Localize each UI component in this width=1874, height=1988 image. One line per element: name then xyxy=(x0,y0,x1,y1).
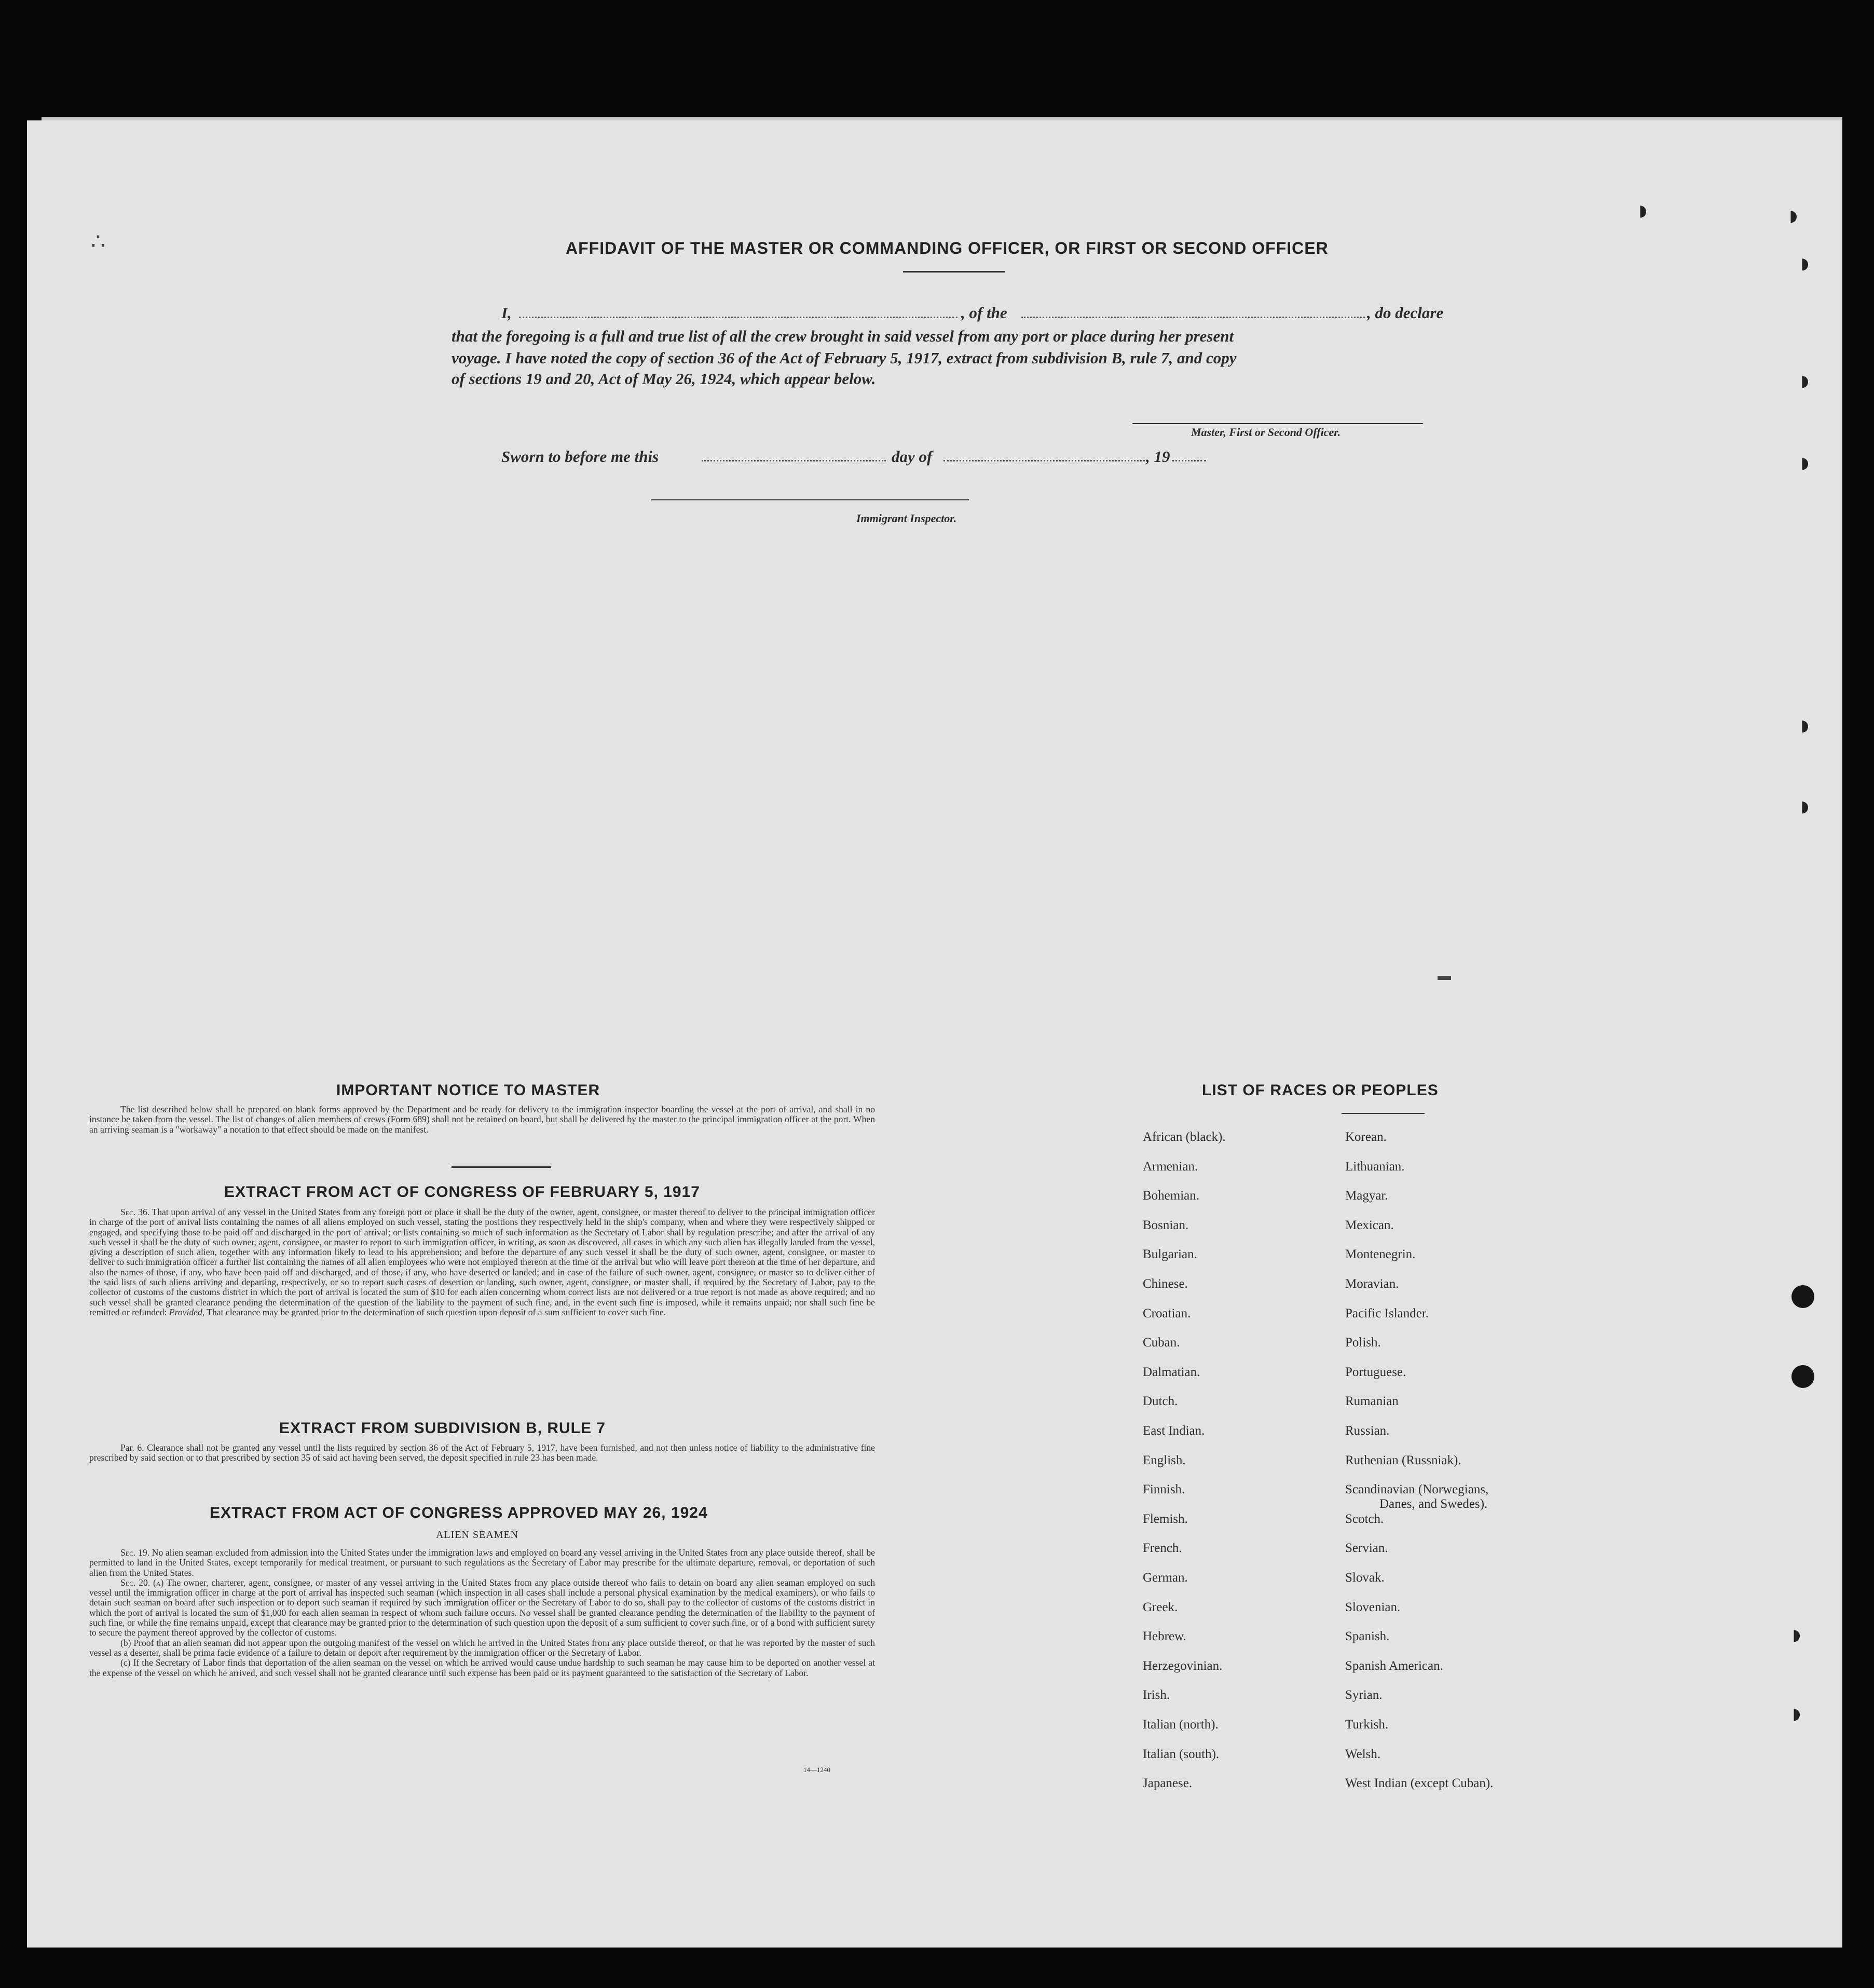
rule7-text xyxy=(89,1443,875,1463)
affidavit-of-the: , of the xyxy=(961,304,1007,322)
alien-seamen-subtitle: ALIEN SEAMEN xyxy=(436,1529,519,1541)
section-divider xyxy=(452,1166,551,1168)
punch-hole-icon xyxy=(1791,1365,1814,1388)
race-item-right: Scandinavian (Norwegians, xyxy=(1345,1482,1489,1497)
race-item-continuation: Danes, and Swedes). xyxy=(1379,1497,1488,1512)
day-blank xyxy=(702,460,886,461)
race-item-left: Finnish. xyxy=(1143,1482,1185,1497)
race-item-left: Italian (north). xyxy=(1143,1718,1219,1732)
race-item-left: Bulgarian. xyxy=(1143,1247,1197,1262)
sec20a-text: The owner, charterer, agent, consignee, or master of any vessel arriving in the United States from any place outside thereof who fails to detain on board any alien seaman employed on such vessel until the immigration officer in charge at the port of arrival has inspected such seaman (which inspection in all cases shall include a personal physical examination by the medical examiners), or who fails to detain such seaman on board after such inspection or to deport such seaman if required by such immigration officer or the Secretary of Labor to do so, shall pay to the collector of customs of the customs district in which the port of arrival is located the sum of $1,000 for each alien seaman in respect of whom such failure occurs. No vessel shall be granted clearance pending the determination of the liability to the payment of such fine, or while the fine remains unpaid, except that clearance may be granted prior to the determination of such question upon the deposit of a sum sufficient to cover such fine, or of a bond with sufficient surety to secure the payment thereof approved by the collector of customs. xyxy=(89,1577,875,1638)
race-item-left: Irish. xyxy=(1143,1688,1170,1703)
race-item-left: Hebrew. xyxy=(1143,1629,1186,1644)
race-item-left: East Indian. xyxy=(1143,1424,1205,1438)
punch-hole-icon xyxy=(1791,1285,1814,1308)
race-item-right: Russian. xyxy=(1345,1424,1390,1438)
race-item-right: Korean. xyxy=(1345,1130,1387,1144)
race-item-right: Slovenian. xyxy=(1345,1600,1401,1614)
extract-1924-title: EXTRACT FROM ACT OF CONGRESS APPROVED MAY 26, 1924 xyxy=(210,1504,708,1521)
affidavit-title: AFFIDAVIT OF THE MASTER OR COMMANDING OFFICER, OR FIRST OR SECOND OFFICER xyxy=(566,239,1329,257)
ink-mark-icon: ∴ xyxy=(91,229,105,254)
race-item-right: West Indian (except Cuban). xyxy=(1345,1776,1494,1791)
race-item-left: English. xyxy=(1143,1453,1186,1467)
affidavit-line2: that the foregoing is a full and true list of all the crew brought in said vessel from any port or place during her present xyxy=(452,327,1234,345)
race-item-right: Welsh. xyxy=(1345,1747,1381,1761)
sec19-label: Sec. 19. xyxy=(120,1547,150,1558)
proviso-text: That clearance may be granted prior to the determination of such question upon deposit of a sum sufficient to cover such fine. xyxy=(207,1306,666,1317)
form-number: 14—1240 xyxy=(803,1766,830,1774)
notice-title: IMPORTANT NOTICE TO MASTER xyxy=(336,1082,600,1099)
sec36-text: That upon arrival of any vessel in the United States from any foreign port or place it shall be the duty of the owner, agent, consignee, or master thereof to deliver to the principal immigration officer in charge of the port of arrival lists containing the names of all aliens employed on such vessel, stating the positions they respectively held in the ship's company, when and where they were respectively shipped or engaged, and specifying those to be paid off and discharged in the port of arrival; or lists containing so much of such information as the Secretary of Labor shall by regulation prescribe; and after the arrival of any such vessel it shall be the duty of such owner, agent, consignee, or master to report to such immigration officer, in writing, as soon as discovered, all cases in which any such alien has illegally landed from the vessel, giving a description of such alien, together with any information likely to lead to his apprehension; and before the departure of any such vessel it shall be the duty of such owner, agent, consignee, or master to deliver to such immigration officer a further list containing the names of all alien employees who were not employed thereon at the time of the arrival but who will leave port thereon at the time of her departure, and also the names of those, if any, who have been paid off and discharged, and of those, if any, who have deserted or landed; and in case of the failure of such owner, agent, consignee, or master so to deliver either of the said lists of such aliens arriving and departing, respectively, or so to report such cases of desertion or landing, such owner, agent, consignee, or master shall, if required by the Secretary of Labor, pay to the collector of customs of the customs district in which the port of arrival is located the sum of $10 for each alien concerning whom correct lists are not delivered or a true report is not made as above required; and no such vessel shall be granted clearance pending the determination of the question of the liability to the payment of such fine, and, in the event such fine is imposed, while it remains unpaid; nor shall such fine be remitted or refunded: xyxy=(89,1207,875,1317)
race-item-left: Italian (south). xyxy=(1143,1747,1220,1761)
binder-hole-icon: ◗ xyxy=(1797,710,1814,741)
race-item-left: Greek. xyxy=(1143,1600,1178,1614)
race-item-left: German. xyxy=(1143,1571,1188,1585)
race-item-right: Montenegrin. xyxy=(1345,1247,1416,1262)
race-item-right: Servian. xyxy=(1345,1541,1388,1556)
month-blank xyxy=(943,460,1145,461)
vessel-blank xyxy=(1021,317,1365,318)
year-prefix: , 19 xyxy=(1146,447,1170,466)
race-item-left: Flemish. xyxy=(1143,1512,1188,1526)
race-item-left: Chinese. xyxy=(1143,1277,1188,1291)
race-item-right: Rumanian xyxy=(1345,1394,1399,1409)
binder-hole-icon: ◗ xyxy=(1788,1698,1805,1729)
race-item-left: Cuban. xyxy=(1143,1336,1180,1350)
year-blank xyxy=(1172,460,1206,461)
proviso-label: Provided, xyxy=(169,1306,205,1317)
notice-text xyxy=(89,1105,875,1135)
affidavit-line3: voyage. I have noted the copy of section 36 of the Act of February 5, 1917, extract from subdivision B, rule 7, and copy xyxy=(452,349,1237,367)
binder-hole-icon: ◗ xyxy=(1797,248,1814,279)
rule7-paragraph: Par. 6. Clearance shall not be granted any vessel until the lists required by section 36 of the Act of February 5, 1917, have been furnished, and not then unless notice of liability to the administrative fine prescribed by said section or to that prescribed by section 35 of said act having been served, the deposit specified in rule 23 has been made. xyxy=(89,1442,875,1463)
ink-mark-icon: ▬ xyxy=(1438,968,1451,983)
binder-hole-icon: ◗ xyxy=(1785,200,1802,231)
race-item-right: Turkish. xyxy=(1345,1718,1389,1732)
notice-paragraph: The list described below shall be prepared on blank forms approved by the Department and be ready for delivery to the immigration inspector boarding the vessel at the port of arrival, and shall in no instance be taken from the vessel. The list of changes of alien members of crews (Form 689) shall not be retained on board, but shall be delivered by the master to the principal immigration officer at the port. When an arriving seaman is a "workaway" a notation to that effect should be made on the manifest. xyxy=(89,1104,875,1135)
race-item-left: Japanese. xyxy=(1143,1776,1193,1791)
race-item-left: Croatian. xyxy=(1143,1306,1191,1320)
affidavit-declare: , do declare xyxy=(1367,304,1444,322)
race-item-right: Moravian. xyxy=(1345,1277,1399,1291)
race-item-left: French. xyxy=(1143,1541,1182,1556)
binder-hole-icon: ◗ xyxy=(1797,791,1814,822)
name-blank xyxy=(519,317,957,318)
race-item-right: Polish. xyxy=(1345,1336,1381,1350)
extract-1917-title: EXTRACT FROM ACT OF CONGRESS OF FEBRUARY 5, 1917 xyxy=(224,1183,700,1201)
race-item-right: Lithuanian. xyxy=(1345,1159,1405,1174)
sec20c-text: (c) If the Secretary of Labor finds that deportation of the alien seaman on the vessel on which he arrived would cause undue hardship to such seaman he may cause him to be deported on another vessel at the expense of the vessel on which he arrived, and such vessel shall not be granted clearance until such expense has been paid or its payment guaranteed to the satisfaction of the Secretary of Labor. xyxy=(89,1657,875,1678)
sec19-text: No alien seaman excluded from admission into the United States under the immigration laws and employed on board any vessel arriving in the United States from any place outside thereof, shall be permitted to land in the United States, except temporarily for medical treatment, or pursuant to such regulations as the Secretary of Labor may prescribe for the ultimate departure, removal, or deportation of such alien from the United States. xyxy=(89,1547,875,1578)
races-title: LIST OF RACES OR PEOPLES xyxy=(1202,1082,1439,1099)
extract-1917-text xyxy=(89,1207,875,1317)
affidavit-line4: of sections 19 and 20, Act of May 26, 1924, which appear below. xyxy=(452,370,876,388)
race-item-right: Syrian. xyxy=(1345,1688,1383,1703)
binder-hole-icon: ◗ xyxy=(1797,447,1814,478)
affidavit-i: I, xyxy=(501,304,512,322)
sec20-label: Sec. 20. (a) xyxy=(120,1577,164,1588)
race-item-left: Bohemian. xyxy=(1143,1189,1200,1203)
race-item-right: Mexican. xyxy=(1345,1218,1394,1232)
race-item-right: Spanish. xyxy=(1345,1629,1390,1644)
race-item-right: Scotch. xyxy=(1345,1512,1384,1526)
race-item-left: African (black). xyxy=(1143,1130,1226,1144)
sec36-label: Sec. 36. xyxy=(120,1207,150,1217)
sworn-text: Sworn to before me this xyxy=(501,447,659,466)
binder-hole-icon: ◗ xyxy=(1788,1619,1805,1650)
day-of-text: day of xyxy=(892,447,933,466)
signature-caption: Master, First or Second Officer. xyxy=(1191,426,1341,439)
race-item-right: Portuguese. xyxy=(1345,1365,1406,1379)
binder-hole-icon: ◗ xyxy=(1797,365,1814,396)
race-item-left: Armenian. xyxy=(1143,1159,1198,1174)
race-item-left: Herzegovinian. xyxy=(1143,1658,1223,1673)
race-item-right: Slovak. xyxy=(1345,1571,1385,1585)
signature-line xyxy=(1132,423,1423,424)
binder-hole-icon: ◗ xyxy=(1635,195,1652,226)
race-item-left: Bosnian. xyxy=(1143,1218,1189,1232)
extract-1924-text xyxy=(89,1548,875,1678)
race-item-left: Dutch. xyxy=(1143,1394,1178,1409)
title-divider xyxy=(903,271,1005,273)
inspector-caption: Immigrant Inspector. xyxy=(856,512,957,525)
inspector-line xyxy=(651,499,969,500)
race-item-right: Magyar. xyxy=(1345,1189,1388,1203)
race-item-left: Dalmatian. xyxy=(1143,1365,1200,1379)
race-item-right: Pacific Islander. xyxy=(1345,1306,1429,1320)
race-item-right: Ruthenian (Russniak). xyxy=(1345,1453,1461,1467)
sec20b-text: (b) Proof that an alien seaman did not appear upon the outgoing manifest of the vessel on which he arrived in the United States from any place outside thereof, or that he was reported by the master of such vessel as a deserter, shall be prima facie evidence of a failure to detain or deport after requirement by the immigration officer or the Secretary of Labor. xyxy=(89,1637,875,1658)
race-item-right: Spanish American. xyxy=(1345,1658,1443,1673)
races-divider xyxy=(1342,1113,1425,1114)
rule7-title: EXTRACT FROM SUBDIVISION B, RULE 7 xyxy=(279,1420,606,1437)
